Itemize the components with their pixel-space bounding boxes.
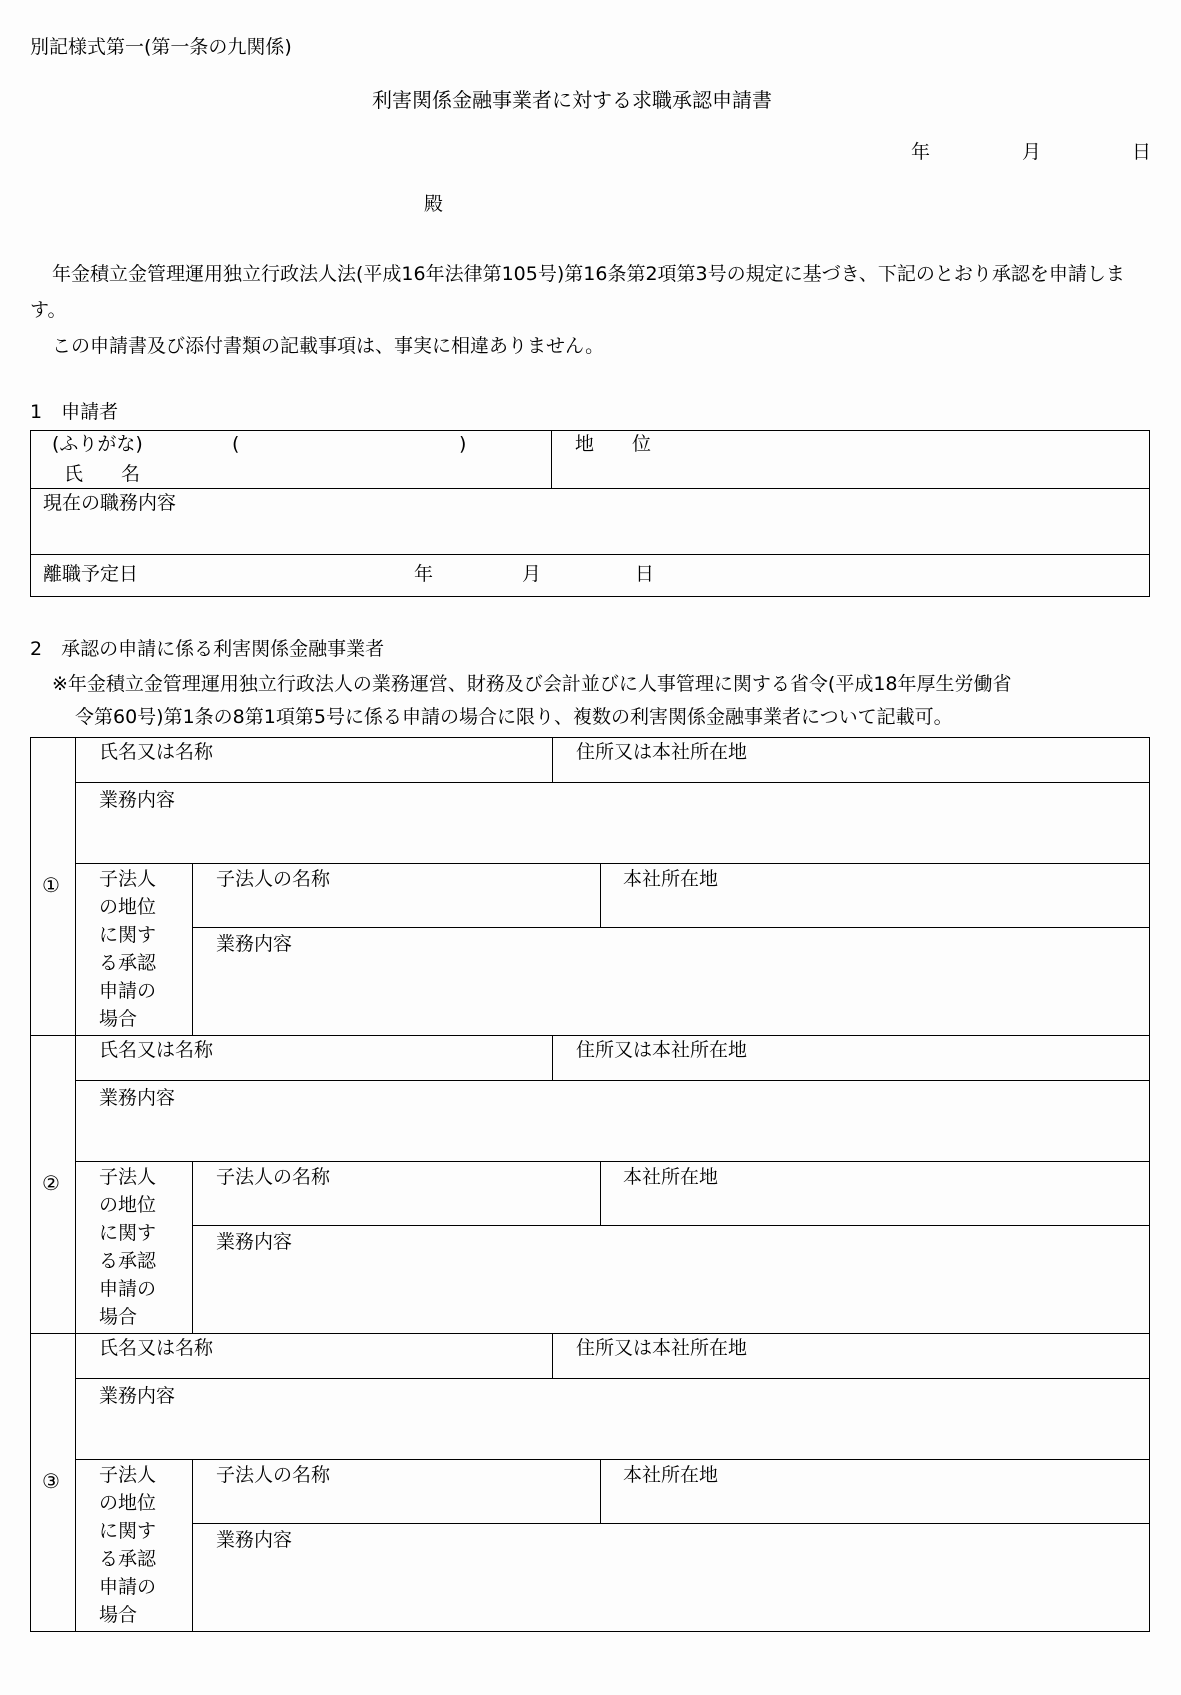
retirement-month-label: 月 bbox=[522, 563, 542, 585]
business-content-label: 業務内容 bbox=[99, 789, 176, 811]
subsidiary-name-label: 子法人の名称 bbox=[216, 1464, 331, 1486]
divider bbox=[192, 863, 193, 1035]
divider bbox=[75, 1161, 1150, 1162]
subsidiary-address-label: 本社所在地 bbox=[623, 1166, 719, 1188]
name-or-title-label: 氏名又は名称 bbox=[99, 741, 214, 763]
note-line-1: ※年金積立金管理運用独立行政法人の業務運営、財務及び会計並びに人事管理に関する省令(平成18年厚生労働省 bbox=[52, 673, 1012, 695]
divider bbox=[192, 1225, 1150, 1226]
note-line-2: 令第60号)第1条の8第1項第5号に係る申請の場合に限り、複数の利害関係金融事業者について記載可。 bbox=[75, 706, 953, 728]
divider bbox=[192, 927, 1150, 928]
paren-close: ) bbox=[459, 433, 467, 455]
divider bbox=[75, 1378, 1150, 1379]
block-number: ③ bbox=[42, 1469, 60, 1493]
section-1-heading: 1 申請者 bbox=[30, 401, 119, 423]
subsidiary-address-label: 本社所在地 bbox=[623, 1464, 719, 1486]
divider bbox=[192, 1523, 1150, 1524]
divider bbox=[600, 1459, 601, 1523]
divider bbox=[600, 1161, 601, 1225]
divider bbox=[75, 1459, 1150, 1460]
divider bbox=[75, 863, 1150, 864]
form-reference: 別記様式第一(第一条の九関係) bbox=[30, 36, 292, 58]
address-label: 住所又は本社所在地 bbox=[576, 741, 748, 763]
divider bbox=[552, 1035, 553, 1080]
name-or-title-label: 氏名又は名称 bbox=[99, 1039, 214, 1061]
address-label: 住所又は本社所在地 bbox=[576, 1039, 748, 1061]
subsidiary-label: 子法人の地位に関する承認申請の場合 bbox=[99, 1166, 157, 1328]
furigana-label: (ふりがな) bbox=[52, 433, 143, 455]
divider bbox=[30, 488, 1150, 489]
retirement-day-label: 日 bbox=[635, 563, 655, 585]
name-label: 氏 名 bbox=[64, 463, 141, 485]
subsidiary-business-label: 業務内容 bbox=[216, 933, 293, 955]
divider bbox=[551, 430, 552, 488]
block-number: ② bbox=[42, 1171, 60, 1195]
section-2-heading: 2 承認の申請に係る利害関係金融事業者 bbox=[30, 638, 385, 660]
divider bbox=[30, 554, 1150, 555]
date-month-label: 月 bbox=[1022, 141, 1042, 163]
date-year-label: 年 bbox=[911, 141, 931, 163]
retirement-date-label: 離職予定日 bbox=[43, 563, 139, 585]
divider bbox=[75, 1080, 1150, 1081]
divider bbox=[192, 1459, 193, 1631]
subsidiary-business-label: 業務内容 bbox=[216, 1231, 293, 1253]
addressee-suffix: 殿 bbox=[424, 193, 444, 215]
divider bbox=[75, 782, 1150, 783]
divider bbox=[552, 737, 553, 782]
subsidiary-label: 子法人の地位に関する承認申請の場合 bbox=[99, 1464, 157, 1626]
business-content-label: 業務内容 bbox=[99, 1385, 176, 1407]
current-duties-label: 現在の職務内容 bbox=[43, 492, 177, 514]
subsidiary-business-label: 業務内容 bbox=[216, 1529, 293, 1551]
applicant-table bbox=[30, 430, 1150, 597]
body-paragraph-1: 年金積立金管理運用独立行政法人法(平成16年法律第105号)第16条第2項第3号の規定に基づき、下記のとおり承認を申請します。 bbox=[30, 263, 1125, 321]
subsidiary-name-label: 子法人の名称 bbox=[216, 1166, 331, 1188]
business-content-label: 業務内容 bbox=[99, 1087, 176, 1109]
divider bbox=[192, 1161, 193, 1333]
subsidiary-name-label: 子法人の名称 bbox=[216, 868, 331, 890]
block-number: ① bbox=[42, 873, 60, 897]
position-label: 地 位 bbox=[575, 433, 652, 455]
document-title: 利害関係金融事業者に対する求職承認申請書 bbox=[372, 88, 772, 112]
divider bbox=[552, 1333, 553, 1378]
address-label: 住所又は本社所在地 bbox=[576, 1337, 748, 1359]
retirement-year-label: 年 bbox=[414, 563, 434, 585]
date-day-label: 日 bbox=[1132, 141, 1152, 163]
subsidiary-address-label: 本社所在地 bbox=[623, 868, 719, 890]
paren-open: ( bbox=[232, 433, 240, 455]
body-paragraph-2: この申請書及び添付書類の記載事項は、事実に相違ありません。 bbox=[52, 335, 605, 357]
subsidiary-label: 子法人の地位に関する承認申請の場合 bbox=[99, 868, 157, 1030]
name-or-title-label: 氏名又は名称 bbox=[99, 1337, 214, 1359]
divider bbox=[600, 863, 601, 927]
